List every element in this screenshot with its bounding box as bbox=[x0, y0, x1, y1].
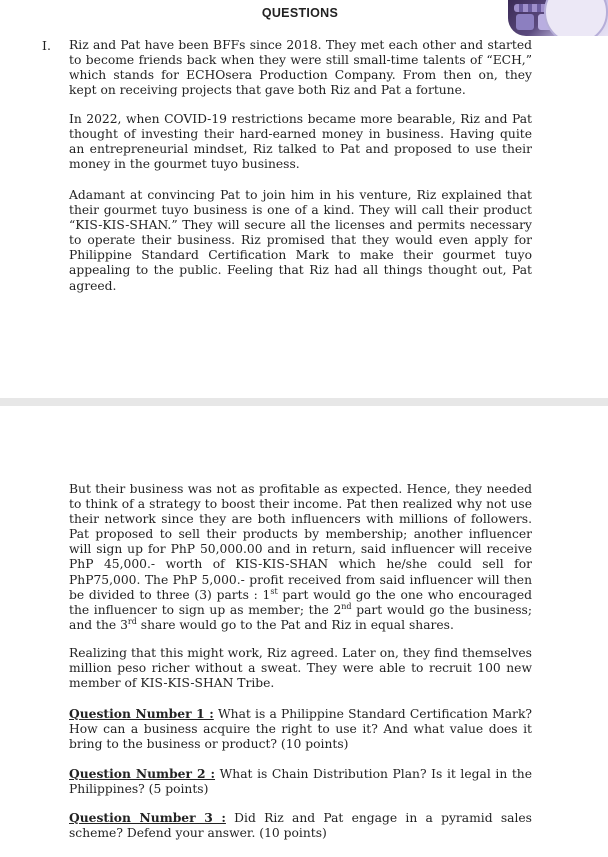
superscript-nd: nd bbox=[341, 601, 352, 611]
question-3 bbox=[69, 810, 532, 841]
paragraph-5: Realizing that this might work, Riz agreed. Later on, they find themselves million peso richer without a sweat. They were able to recruit 100 new member of KIS-KIS-SHAN Tribe. bbox=[69, 646, 532, 691]
page-separator bbox=[0, 398, 608, 406]
paragraph-4-part-c: part would go the business; and the 3 bbox=[69, 602, 532, 632]
document-page-2 bbox=[0, 406, 608, 857]
paragraph-4-part-b: part would go the one who encouraged the influencer to sign up as member; the 2 bbox=[69, 587, 532, 617]
paragraph-4-part-d: share would go to the Pat and Riz in equal shares. bbox=[136, 617, 454, 632]
superscript-rd: rd bbox=[127, 616, 137, 626]
question-1-text: What is a Philippine Standard Certification Mark? How can a business acquire the right to use it? And what value does it bring to the business or product? (10 points) bbox=[69, 707, 532, 752]
paragraph-4 bbox=[69, 482, 532, 633]
question-2 bbox=[69, 766, 532, 797]
page-title: QUESTIONS bbox=[261, 6, 339, 20]
document-page-1 bbox=[0, 0, 608, 398]
question-1-label: Question Number 1 : bbox=[69, 706, 214, 721]
item-marker: I. bbox=[42, 38, 51, 53]
question-3-text: Did Riz and Pat engage in a pyramid sales scheme? Defend your answer. (10 points) bbox=[69, 811, 532, 841]
paragraph-1: Riz and Pat have been BFFs since 2018. They met each other and started to become friends back when they were still small-time talents of “ECH,” which stands for ECHOsera Production Company. From then on, they kept on receiving projects that gave both Riz and Pat a fortune. bbox=[69, 38, 532, 98]
question-3-label: Question Number 3 : bbox=[69, 810, 226, 825]
question-1 bbox=[69, 706, 532, 752]
thumbnail-tile bbox=[516, 14, 534, 30]
question-2-text: What is Chain Distribution Plan? Is it legal in the Philippines? (5 points) bbox=[69, 767, 532, 797]
superscript-st: st bbox=[270, 586, 278, 596]
paragraph-2: In 2022, when COVID-19 restrictions became more bearable, Riz and Pat thought of investing their hard-earned money in business. Having quite an entrepreneurial mindset, Riz talked to Pat and proposed to use their money in the gourmet tuyo business. bbox=[69, 112, 532, 172]
paragraph-4-part-a: But their business was not as profitable as expected. Hence, they needed to think of a strategy to boost their income. Pat then realized why not use their network since they are both influencers with millions of followers. Pat proposed to sell their products by membership; another influencer will sign up for PhP 50,000.00 and in return, said influencer will receive PhP 45,000.- worth of KIS-KIS-SHAN which he/she could sell for PhP75,000. The PhP 5,000.- profit received from said influencer will then be divided to three (3) parts : 1 bbox=[69, 482, 532, 602]
question-2-label: Question Number 2 : bbox=[69, 766, 216, 781]
participant-avatar bbox=[544, 0, 608, 36]
paragraph-3: Adamant at convincing Pat to join him in his venture, Riz explained that their gourmet tuyo business is one of a kind. They will call their product “KIS-KIS-SHAN.” They will secure all the licenses and permits necessary to operate their business. Riz promised that they would even apply for Philippine Standard Certification Mark to make their gourmet tuyo appealing to the public. Feeling that Riz had all things thought out, Pat agreed. bbox=[69, 188, 532, 293]
video-call-thumbnail bbox=[508, 0, 608, 36]
